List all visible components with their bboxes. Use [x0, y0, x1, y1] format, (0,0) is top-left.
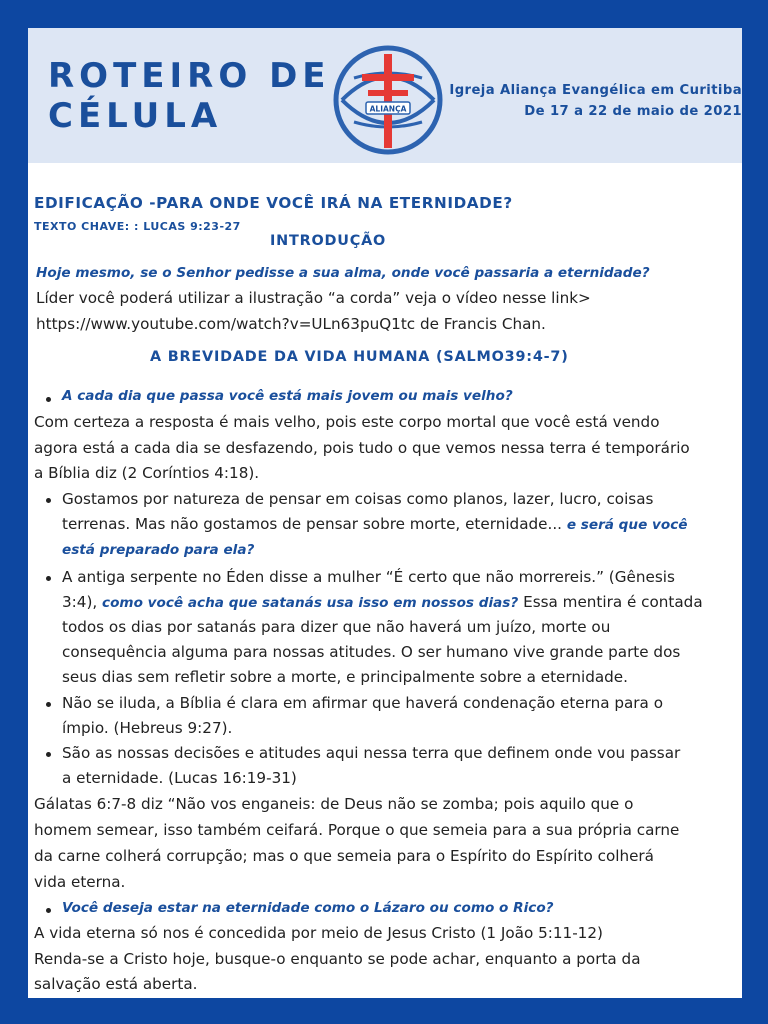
- paragraph-3-line-3: salvação está aberta.: [34, 975, 198, 993]
- bullet-3-highlight: como você acha que satanás usa isso em nossos dias?: [102, 595, 519, 611]
- bullet-4-line-2: ímpio. (Hebreus 9:27).: [62, 719, 233, 737]
- paragraph-1-line-2: agora está a cada dia se desfazendo, pois tudo o que vemos nessa terra é temporário: [34, 439, 690, 457]
- bullet-dot: [46, 702, 51, 707]
- logo-text: ALIANÇA: [369, 104, 407, 114]
- title-line-2: CÉLULA: [48, 96, 223, 136]
- bullet-2-text: terrenas. Mas não gostamos de pensar sobre morte, eternidade...: [62, 515, 562, 533]
- bullet-dot: [46, 576, 51, 581]
- document-title: [48, 56, 331, 136]
- title-line-1: ROTEIRO DE: [48, 56, 331, 96]
- bullet-3-line-2: [62, 593, 703, 611]
- church-info: [449, 80, 742, 122]
- bullet-5-line-1: São as nossas decisões e atitudes aqui nessa terra que definem onde vou passar: [62, 744, 681, 762]
- intro-question: Hoje mesmo, se o Senhor pedisse a sua alma, onde você passaria a eternidade?: [36, 265, 650, 281]
- paragraph-2-line-3: da carne colherá corrupção; mas o que semeia para o Espírito do Espírito colherá: [34, 847, 654, 865]
- bullet-dot: [46, 908, 51, 913]
- bullet-dot: [46, 397, 51, 402]
- bullet-3-line-5: seus dias sem refletir sobre a morte, e principalmente sobre a eternidade.: [62, 668, 628, 686]
- bullet-2-line-3: está preparado para ela?: [62, 542, 255, 558]
- lesson-title: EDIFICAÇÃO -PARA ONDE VOCÊ IRÁ NA ETERNIDADE?: [34, 194, 513, 212]
- bullet-5-line-2: a eternidade. (Lucas 16:19-31): [62, 769, 297, 787]
- paragraph-1-line-1: Com certeza a resposta é mais velho, pois este corpo mortal que você está vendo: [34, 413, 660, 431]
- paragraph-1-line-3: a Bíblia diz (2 Coríntios 4:18).: [34, 464, 260, 482]
- bullet-2-line-2: [62, 515, 688, 533]
- bullet-2-highlight: e será que você: [566, 517, 688, 533]
- bullet-question-6: Você deseja estar na eternidade como o Lázaro ou como o Rico?: [62, 900, 554, 916]
- section-heading: A BREVIDADE DA VIDA HUMANA (SALMO39:4-7): [150, 349, 569, 365]
- bullet-dot: [46, 752, 51, 757]
- paragraph-3-line-2: Renda-se a Cristo hoje, busque-o enquanto se pode achar, enquanto a porta da: [34, 950, 641, 968]
- intro-line-3: https://www.youtube.com/watch?v=ULn63puQ1tc de Francis Chan.: [36, 315, 546, 333]
- church-name: Igreja Aliança Evangélica em Curitiba: [449, 83, 742, 98]
- bullet-3-line-4: consequência alguma para nossas atitudes. O ser humano vive grande parte dos: [62, 643, 681, 661]
- intro-heading: INTRODUÇÃO: [270, 233, 387, 249]
- bullet-3-line-3: todos os dias por satanás para dizer que não haverá um juízo, morte ou: [62, 618, 611, 636]
- paragraph-2-line-2: homem semear, isso também ceifará. Porque o que semeia para a sua própria carne: [34, 821, 680, 839]
- key-text: TEXTO CHAVE: : LUCAS 9:23-27: [34, 220, 241, 233]
- bullet-3-line-1: A antiga serpente no Éden disse a mulher “É certo que não morrereis.” (Gênesis: [62, 568, 675, 586]
- document-page: [28, 28, 742, 998]
- header-banner: [28, 28, 742, 163]
- bullet-2-line-1: Gostamos por natureza de pensar em coisas como planos, lazer, lucro, coisas: [62, 490, 654, 508]
- paragraph-2-line-1: Gálatas 6:7-8 diz “Não vos enganeis: de Deus não se zomba; pois aquilo que o: [34, 795, 634, 813]
- paragraph-2-line-4: vida eterna.: [34, 873, 126, 891]
- church-logo: [332, 44, 444, 156]
- bullet-3-text: Essa mentira é contada: [523, 593, 703, 611]
- intro-line-2: Líder você poderá utilizar a ilustração “a corda” veja o vídeo nesse link>: [36, 289, 591, 307]
- paragraph-3-line-1: A vida eterna só nos é concedida por meio de Jesus Cristo (1 João 5:11-12): [34, 924, 603, 942]
- bullet-dot: [46, 498, 51, 503]
- bullet-question-1: A cada dia que passa você está mais jovem ou mais velho?: [62, 388, 513, 404]
- bullet-4-line-1: Não se iluda, a Bíblia é clara em afirmar que haverá condenação eterna para o: [62, 694, 663, 712]
- bullet-3-ref: 3:4),: [62, 593, 98, 611]
- date-range: De 17 a 22 de maio de 2021: [524, 104, 742, 119]
